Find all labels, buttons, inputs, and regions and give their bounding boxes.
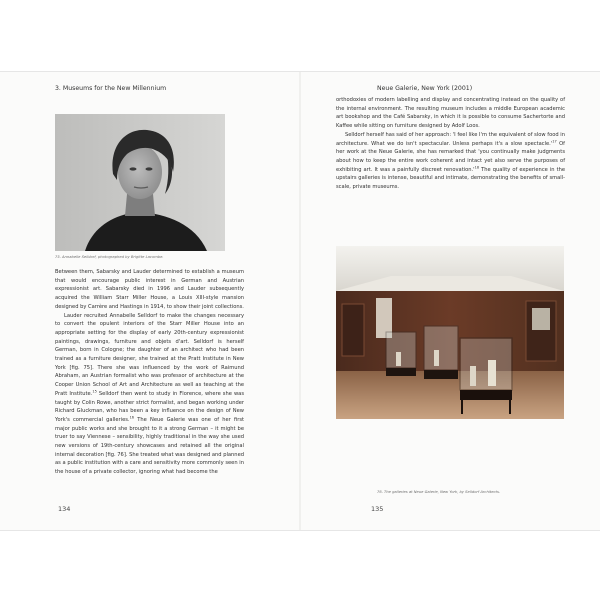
book-spread bbox=[0, 71, 600, 531]
right-paragraph-1: orthodoxies of modern labelling and display and concentrating instead on the quality of the internal environment. The resulting museum includes a middle European academic art bookshop and the Café Sabarsky, in which it is possible to consume Sachertorte and Kaffee while sitting on furniture designed by Adolf Loos. bbox=[336, 97, 565, 130]
right-paragraph-2-text: Selldorf herself has said of her approach: 'I feel like I'm the equivalent of slow food in architecture. What we do isn't spectacular. Unless perhaps it's a slow spectacle.' bbox=[336, 131, 565, 147]
left-paragraph-1: Between them, Sabarsky and Lauder determined to establish a museum that would encourage public interest in German and Austrian expressionist art. Sabarsky died in 1996 and Lauder subsequently acquired the William Starr Miller House, a Louis XIII-style mansion designed by Carrère and Hastings in 1914, to show their joint collections. bbox=[55, 269, 244, 310]
footnote-mark: 16 bbox=[129, 415, 135, 420]
footnote-mark: 18 bbox=[474, 164, 480, 169]
page-number-right: 135 bbox=[371, 505, 384, 513]
right-body-text bbox=[336, 96, 565, 192]
running-head-right: Neue Galerie, New York (2001) bbox=[377, 85, 473, 92]
left-paragraph-2-cont: Selldorf then went to study in Florence, where she was taught by Colin Rowe, another strict formalist, and began working under Richard Gluckman, who has been a key influence on the design of New York's commercial galleries. bbox=[55, 390, 244, 423]
portrait-image bbox=[55, 114, 225, 251]
portrait-photo bbox=[55, 114, 225, 251]
running-head-left: 3. Museums for the New Millennium bbox=[55, 85, 167, 92]
right-paragraph-2-end: The quality of experience in the upstairs galleries is intense, beautiful and intimate, demonstrating the benefits of small-scale, private museums. bbox=[336, 166, 566, 191]
footnote-mark: 17 bbox=[552, 138, 557, 143]
left-paragraph-2-text: Lauder recruited Annabelle Selldorf to make the changes necessary to convert the opulent interiors of the Starr Miller House into an appropriate setting for the display of early 20th-century expressionist paintings, drawings, furniture and objets d'art. Selldorf is herself German, born in Cologne; the daughter of an architect who had been trained as a furniture designer, she trained at the Pratt Institute in New York [fig. 75]. There she was influenced by the work of Raimund Abraham, an Austrian formalist who was professor of architecture at the Cooper Union School of Art and Architecture as well as teaching at the Pratt Institute. bbox=[55, 312, 244, 397]
gallery-photo bbox=[336, 246, 564, 419]
page-number-left: 134 bbox=[58, 505, 71, 513]
right-paragraph-2-cont: Of her work at the Neue Galerie, she has remarked that 'you continually make judgments about how to keep the entire work coherent and intact yet also serve the purposes of exhibiting art. It was a painfully discreet renovation.' bbox=[336, 140, 565, 173]
gallery-caption: 76. The galleries at Neue Galerie, New York, by Selldorf Architects. bbox=[377, 490, 501, 494]
right-paragraph-2 bbox=[336, 131, 565, 192]
portrait-caption: 75. Annabelle Selldorf, photographed by Brigitte Lacombe. bbox=[55, 255, 164, 259]
left-body-text bbox=[55, 268, 244, 477]
left-paragraph-2 bbox=[55, 312, 244, 477]
gallery-image bbox=[336, 246, 564, 419]
footnote-mark: 15 bbox=[92, 389, 97, 394]
left-paragraph-2-end: The Neue Galerie was one of her first major public works and she brought to it a strong German – it might be truer to say Viennese – sensibility, highly traditional in the way she used new versions of 19th-century showcases and retained all the original internal decoration [fig. 76]. She treated what was designed and planned as a public institution with a care and sensitivity more commonly seen in the house of a private collector, ignoring what had become the bbox=[55, 416, 245, 476]
book-gutter bbox=[299, 72, 301, 530]
